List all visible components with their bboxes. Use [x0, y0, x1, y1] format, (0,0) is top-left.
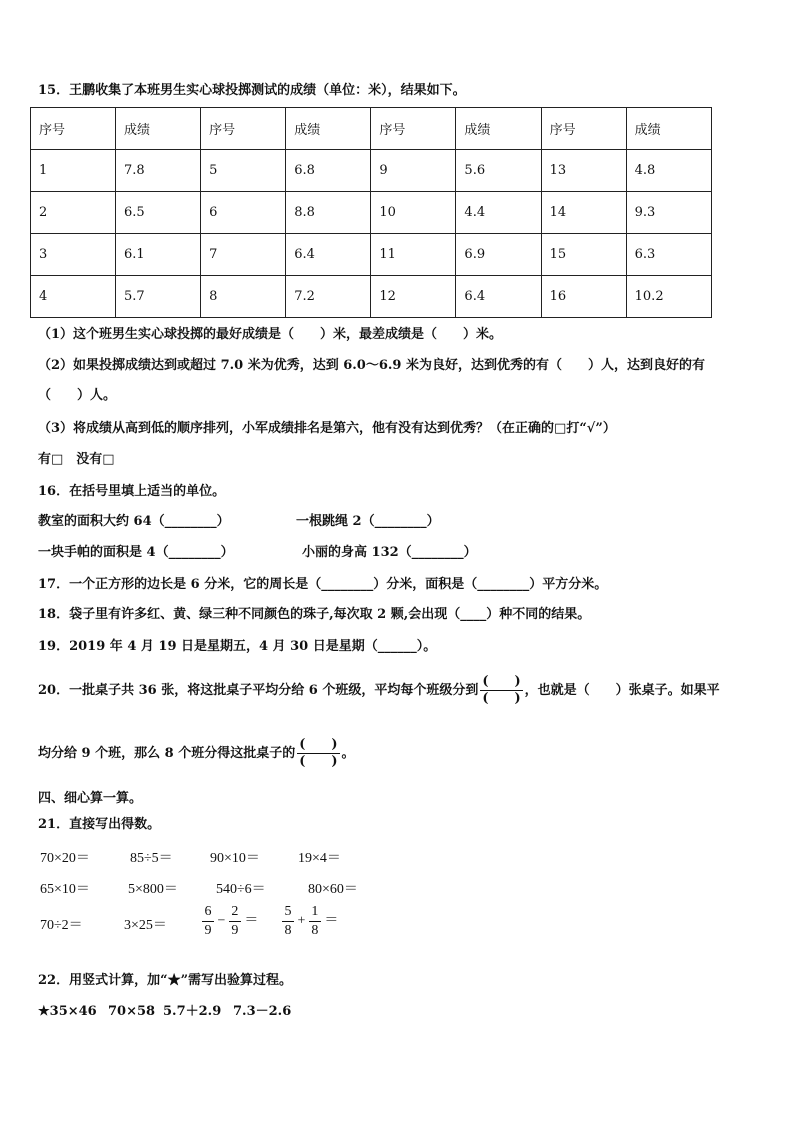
fraction-denominator-blank: ( )	[299, 754, 338, 769]
operator: −	[217, 913, 226, 929]
equals: ＝	[324, 913, 339, 929]
table-row	[31, 276, 712, 318]
table-row	[31, 150, 712, 192]
table-cell: 6	[201, 192, 286, 234]
q22-title: 22．用竖式计算，加“★”需写出验算过程。	[38, 973, 293, 988]
table-cell: 5.6	[456, 150, 541, 192]
header-cell: 成绩	[116, 108, 201, 150]
fraction	[282, 904, 294, 939]
table-cell: 15	[541, 234, 626, 276]
header-cell: 序号	[31, 108, 116, 150]
q16-c: 一块手帕的面积是 4（________）	[38, 545, 234, 560]
table-cell: 6.9	[456, 234, 541, 276]
header-cell: 序号	[371, 108, 456, 150]
table-row	[31, 234, 712, 276]
q15-sub2-line2: （ ）人。	[38, 388, 117, 403]
numerator: 5	[284, 904, 292, 919]
q19: 19．2019 年 4 月 19 日是星期五，4 月 30 日是星期（______）。	[38, 639, 437, 654]
header-cell: 成绩	[456, 108, 541, 150]
calc-item: 85÷5＝	[130, 851, 173, 866]
calc-item: 3×25＝	[124, 918, 167, 933]
table-cell: 6.5	[116, 192, 201, 234]
numerator: 1	[311, 904, 319, 919]
table-cell: 4.8	[626, 150, 711, 192]
table-cell: 6.1	[116, 234, 201, 276]
q15-title: 15．王鹏收集了本班男生实心球投掷测试的成绩（单位：米），结果如下。	[38, 83, 466, 98]
calc-item: 70÷2＝	[40, 918, 83, 933]
fraction-bar	[282, 921, 294, 922]
calc-item: 70×20＝	[40, 851, 90, 866]
q17: 17．一个正方形的边长是 6 分米，它的周长是（________）分米，面积是（________）平方分米。	[38, 577, 608, 592]
fraction	[202, 904, 214, 939]
table-cell: 3	[31, 234, 116, 276]
q22-item: ★35×46	[38, 1004, 97, 1019]
table-cell: 6.8	[286, 150, 371, 192]
table-cell: 12	[371, 276, 456, 318]
q16-b: 一根跳绳 2（________）	[296, 514, 440, 529]
calc-item: 5×800＝	[128, 882, 178, 897]
table-cell: 5.7	[116, 276, 201, 318]
table-cell: 9.3	[626, 192, 711, 234]
table-cell: 7.2	[286, 276, 371, 318]
q20-part1: 20．一批桌子共 36 张，将这批桌子平均分给 6 个班级，平均每个班级分到	[38, 683, 479, 698]
header-cell: 成绩	[626, 108, 711, 150]
table-cell: 4	[31, 276, 116, 318]
table-cell: 14	[541, 192, 626, 234]
fraction	[309, 904, 321, 939]
q15-options: 有□ 没有□	[38, 452, 115, 467]
header-cell: 序号	[541, 108, 626, 150]
q22-item: 5.7＋2.9	[163, 1004, 222, 1019]
q20-part4: 。	[341, 746, 355, 761]
table-cell: 16	[541, 276, 626, 318]
table-cell: 5	[201, 150, 286, 192]
table-cell: 1	[31, 150, 116, 192]
table-cell: 8.8	[286, 192, 371, 234]
table-cell: 10.2	[626, 276, 711, 318]
fraction-denominator-blank: ( )	[482, 691, 521, 706]
q20-line2	[38, 737, 355, 770]
q16-title: 16．在括号里填上适当的单位。	[38, 484, 226, 499]
calc-item: 540÷6＝	[216, 882, 266, 897]
table-cell: 2	[31, 192, 116, 234]
table-cell: 11	[371, 234, 456, 276]
header-cell: 成绩	[286, 108, 371, 150]
blank-fraction	[297, 737, 339, 770]
fraction-expression-2	[282, 904, 338, 939]
calc-item: 80×60＝	[308, 882, 358, 897]
q16-a: 教室的面积大约 64（________）	[38, 514, 230, 529]
header-cell: 序号	[201, 108, 286, 150]
blank-fraction	[480, 674, 522, 707]
q16-d: 小丽的身高 132（________）	[302, 545, 477, 560]
calc-item: 90×10＝	[210, 851, 260, 866]
denominator: 8	[311, 923, 319, 938]
table-cell: 6.4	[456, 276, 541, 318]
section-4-heading: 四、细心算一算。	[38, 791, 143, 806]
fraction-bar	[229, 921, 241, 922]
score-table	[30, 107, 712, 318]
denominator: 8	[284, 923, 292, 938]
table-cell: 7.8	[116, 150, 201, 192]
fraction-numerator-blank: ( )	[299, 737, 338, 752]
q20-part3: 均分给 9 个班，那么 8 个班分得这批桌子的	[38, 746, 296, 761]
equals: ＝	[244, 913, 259, 929]
table-cell: 7	[201, 234, 286, 276]
table-cell: 8	[201, 276, 286, 318]
table-cell: 6.4	[286, 234, 371, 276]
table-cell: 13	[541, 150, 626, 192]
table-header-row	[31, 108, 712, 150]
fraction-numerator-blank: ( )	[482, 674, 521, 689]
calc-item: 65×10＝	[40, 882, 90, 897]
table-cell: 4.4	[456, 192, 541, 234]
q15-sub1: （1）这个班男生实心球投掷的最好成绩是（ ）米，最差成绩是（ ）米。	[38, 327, 503, 342]
table-cell: 10	[371, 192, 456, 234]
numerator: 2	[231, 904, 239, 919]
calc-item: 19×4＝	[298, 851, 341, 866]
table-cell: 9	[371, 150, 456, 192]
q22-item: 70×58	[108, 1004, 156, 1019]
denominator: 9	[204, 923, 212, 938]
table-row	[31, 192, 712, 234]
q20-part2: ，也就是（ ）张桌子。如果平	[524, 683, 720, 698]
q21-title: 21．直接写出得数。	[38, 817, 161, 832]
q15-sub3: （3）将成绩从高到低的顺序排列，小军成绩排名是第六，他有没有达到优秀？（在正确的□打“√”）	[38, 421, 616, 436]
q18: 18．袋子里有许多红、黄、绿三种不同颜色的珠子,每次取 2 颗,会出现（____）种不同的结果。	[38, 607, 591, 622]
denominator: 9	[231, 923, 239, 938]
q15-sub2-line1: （2）如果投掷成绩达到或超过 7.0 米为优秀，达到 6.0～6.9 米为良好，达到优秀的有（ ）人，达到良好的有	[38, 358, 705, 373]
fraction	[229, 904, 241, 939]
numerator: 6	[204, 904, 212, 919]
fraction-expression-1	[202, 904, 258, 939]
operator: +	[297, 913, 306, 929]
q22-item: 7.3－2.6	[233, 1004, 292, 1019]
fraction-bar	[202, 921, 214, 922]
q20-line1	[38, 674, 720, 707]
table-cell: 6.3	[626, 234, 711, 276]
fraction-bar	[309, 921, 321, 922]
